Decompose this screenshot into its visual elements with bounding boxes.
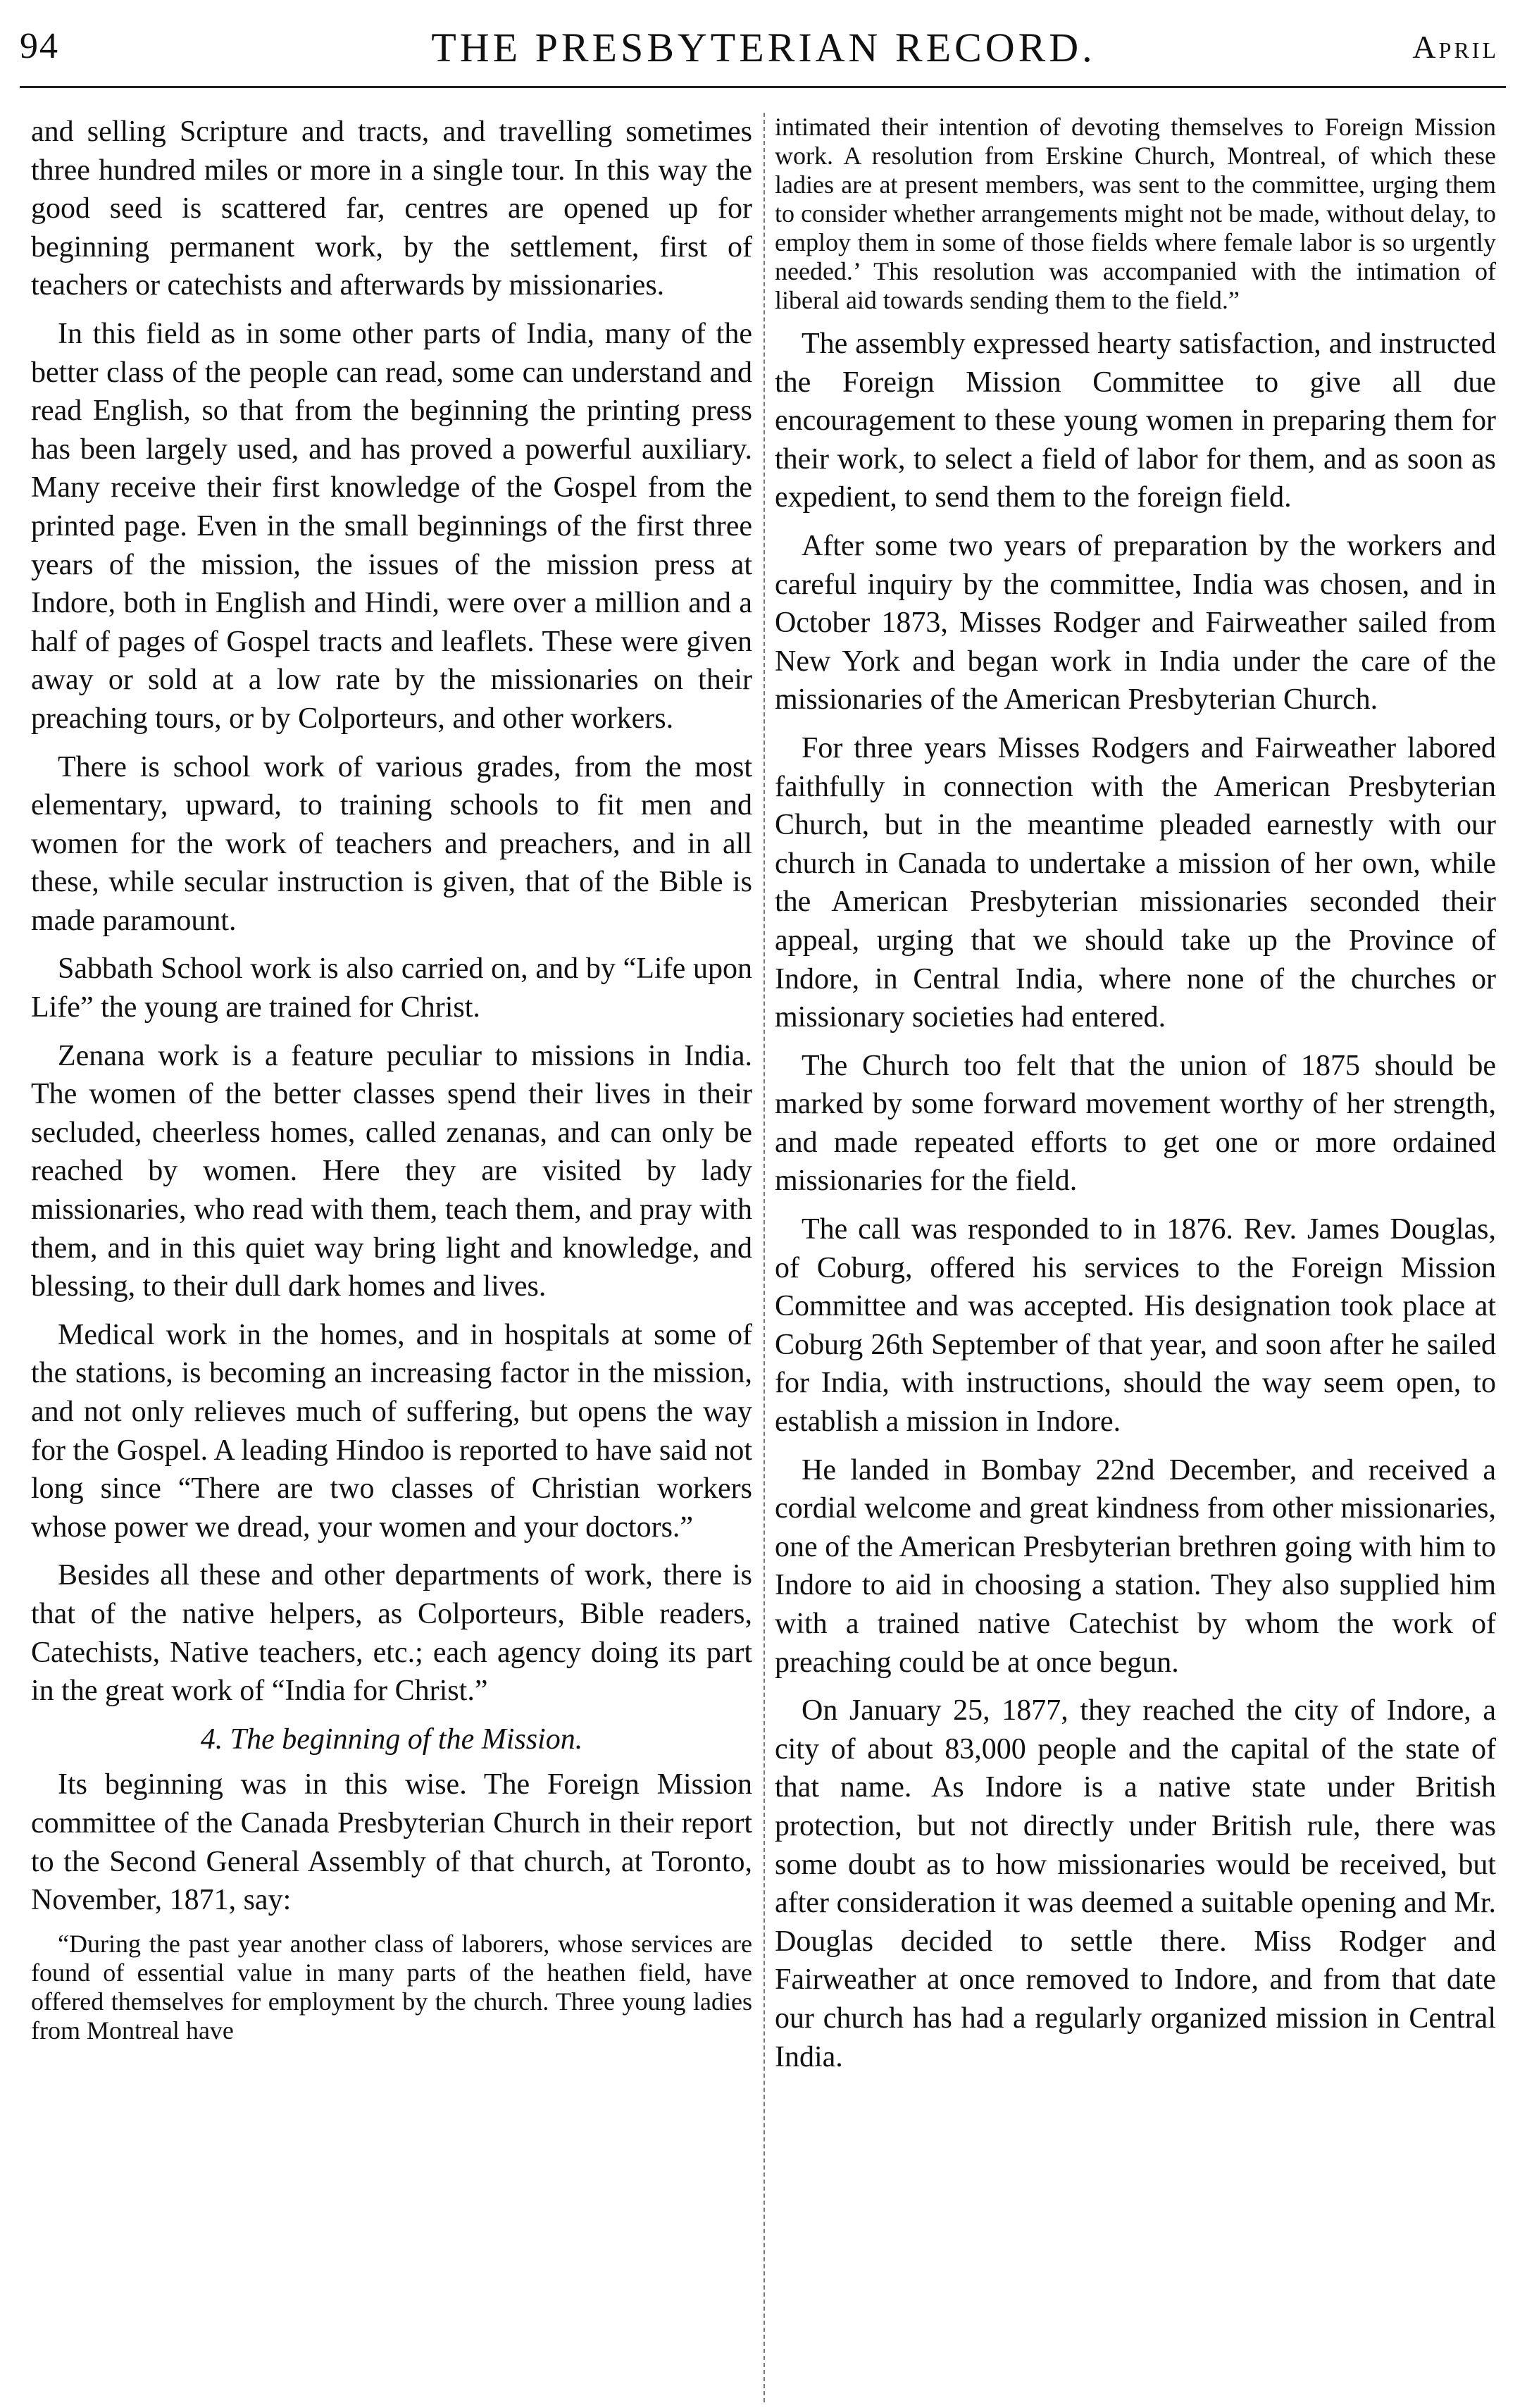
paragraph: The assembly expressed hearty satisfaction, and instructed the Foreign Mission Committee to give all due encouragement to these young women in preparing them for their work, to select a field of labor for them, and as soon as expedient, to send them to the foreign field. <box>775 328 1496 514</box>
block-quote: intimated their intention of devoting themselves to Foreign Mission work. A resolution from Erskine Church, Montreal, of which these ladies are at present members, was sent to the committee, urging them to consider whether arrangements might not be made, without delay, to employ them in some of those fields where female labor is so urgently needed.’ This resolution was accompanied with the intimation of liberal aid towards sending them to the field.” <box>775 113 1496 314</box>
paragraph: and selling Scripture and tracts, and travelling sometimes three hundred miles or more in a single tour. In this way the good seed is scattered far, centres are opened up for beginning permanent work, by the settlement, first of teachers or catechists and afterwards by missionaries. <box>31 116 752 302</box>
paragraph: Medical work in the homes, and in hospitals at some of the stations, is becoming an increasing factor in the mission, and not only relieves much of suffering, but opens the way for the Gospel. A leading Hindoo is reported to have said not long since “There are two classes of Christian workers whose power we dread, your women and your doctors.” <box>31 1318 752 1544</box>
paragraph: Besides all these and other departments of work, there is that of the native helpers, as Colporteurs, Bible readers, Catechists, Native teachers, etc.; each agency doing its part in the great work of “India for Christ.” <box>31 1559 752 1708</box>
paragraph: Its beginning was in this wise. The Foreign Mission committee of the Canada Presbyterian Church in their report to the Second General Assembly of that church, at Toronto, November, 1871, say: <box>31 1768 752 1917</box>
paragraph: The call was responded to in 1876. Rev. James Douglas, of Coburg, offered his services to the Foreign Mission Committee and was accepted. His designation took place at Coburg 26th September of that year, and soon after he sailed for India, with instructions, should the way seem open, to establish a mission in Indore. <box>775 1213 1496 1439</box>
left-column <box>31 113 752 2366</box>
page-number: 94 <box>20 26 59 66</box>
paragraph: Sabbath School work is also carried on, and by “Life upon Life” the young are trained for Christ. <box>31 952 752 1024</box>
paragraph: On January 25, 1877, they reached the city of Indore, a city of about 83,000 people and the capital of the state of that name. As Indore is a native state under British protection, but not directly under British rule, there was some doubt as to how missionaries would be received, but after consideration it was deemed a suitable opening and Mr. Douglas decided to settle there. Miss Rodger and Fairweather at once removed to Indore, and from that date our church has had a regularly organized mission in Central India. <box>775 1694 1496 2073</box>
issue-month: April <box>1412 29 1499 65</box>
paragraph: In this field as in some other parts of India, many of the better class of the people can read, some can understand and read English, so that from the beginning the printing press has been largely used, and has proved a powerful auxiliary. Many receive their first knowledge of the Gospel from the printed page. Even in the small beginnings of the first three years of the mission, the issues of the mission press at Indore, both in English and Hindi, were over a million and a half of pages of Gospel tracts and leaflets. These were given away or sold at a low rate by the missionaries on their preaching tours, or by Colporteurs, and other workers. <box>31 317 752 735</box>
right-column <box>775 113 1496 2366</box>
paragraph: There is school work of various grades, from the most elementary, upward, to training schools to fit men and women for the work of teachers and preachers, and in all these, while secular instruction is given, that of the Bible is made paramount. <box>31 750 752 937</box>
paragraph: After some two years of preparation by the workers and careful inquiry by the committee, India was chosen, and in October 1873, Misses Rodger and Fairweather sailed from New York and began work in India under the care of the missionaries of the American Presbyterian Church. <box>775 529 1496 716</box>
column-divider <box>764 113 765 2402</box>
paragraph: Zenana work is a feature peculiar to missions in India. The women of the better classes spend their lives in their secluded, cheerless homes, called zenanas, and can only be reached by women. Here they are visited by lady missionaries, who read with them, teach them, and pray with them, and in this quiet way bring light and knowledge, and blessing, to their dull dark homes and lives. <box>31 1039 752 1303</box>
paragraph: The Church too felt that the union of 1875 should be marked by some forward movement worthy of her strength, and made repeated efforts to get one or more ordained missionaries for the field. <box>775 1049 1496 1198</box>
paragraph: He landed in Bombay 22nd December, and received a cordial welcome and great kindness from other missionaries, one of the American Presbyterian brethren going with him to Indore to aid in choosing a station. They also supplied him with a trained native Catechist by whom the work of preaching could be at once begun. <box>775 1453 1496 1679</box>
running-header <box>0 0 1527 77</box>
section-heading: 4. The beginning of the Mission. <box>200 1723 583 1756</box>
block-quote: “During the past year another class of laborers, whose services are found of essential value in many parts of the heathen field, have offered themselves for employment by the church. Three young ladies from Montreal have <box>31 1929 752 2044</box>
header-rule <box>20 86 1506 88</box>
publication-title: THE PRESBYTERIAN RECORD. <box>431 25 1096 70</box>
paragraph: For three years Misses Rodgers and Fairweather labored faithfully in connection with the American Presbyterian Church, but in the meantime pleaded earnestly with our church in Canada to undertake a mission of her own, while the American Presbyterian missionaries seconded their appeal, urging that we should take up the Province of Indore, in Central India, where none of the churches or missionary societies had entered. <box>775 731 1496 1034</box>
